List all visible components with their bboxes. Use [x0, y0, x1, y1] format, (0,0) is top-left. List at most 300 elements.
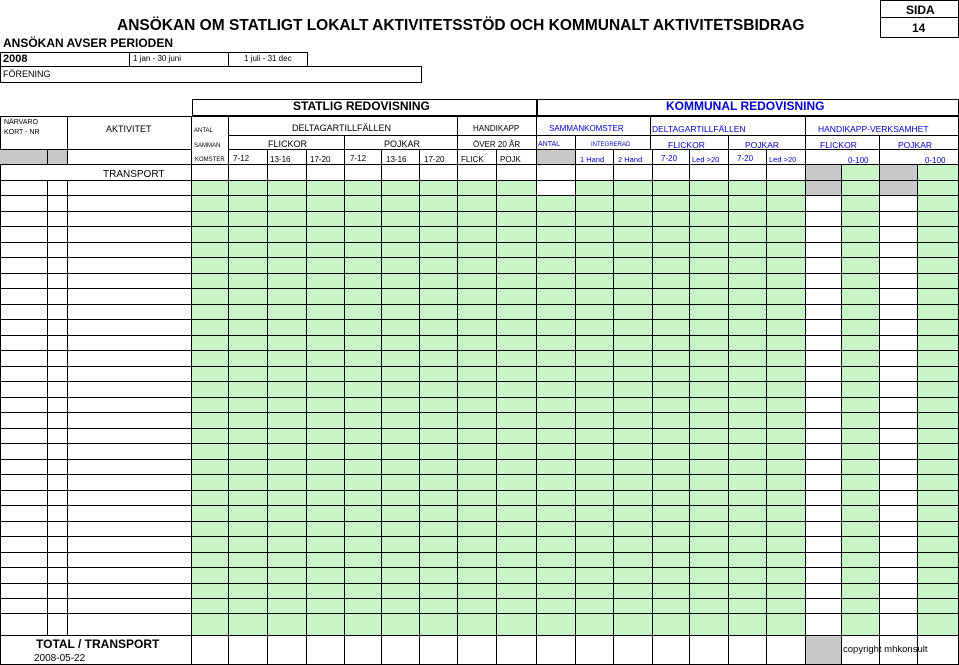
form-cell[interactable] [48, 382, 68, 398]
form-cell[interactable] [268, 227, 307, 243]
form-cell[interactable] [653, 351, 690, 367]
form-cell[interactable] [458, 227, 497, 243]
transport-value-cell[interactable] [497, 165, 537, 181]
form-cell[interactable] [880, 568, 918, 584]
transport-value-cell[interactable] [614, 165, 653, 181]
form-cell[interactable] [806, 336, 842, 351]
form-cell[interactable] [192, 568, 229, 584]
form-cell[interactable] [690, 289, 729, 305]
form-cell[interactable] [382, 599, 420, 614]
form-cell[interactable] [614, 212, 653, 227]
form-cell[interactable] [653, 522, 690, 537]
form-cell[interactable] [690, 274, 729, 289]
form-cell[interactable] [614, 181, 653, 196]
form-cell[interactable] [268, 506, 307, 522]
form-cell[interactable] [806, 351, 842, 367]
form-cell[interactable] [382, 491, 420, 506]
form-cell[interactable] [880, 413, 918, 429]
form-cell[interactable] [268, 351, 307, 367]
form-cell[interactable] [192, 506, 229, 522]
form-cell[interactable] [48, 320, 68, 336]
forening-field[interactable] [0, 66, 422, 83]
form-cell[interactable] [68, 196, 192, 212]
form-cell[interactable] [382, 506, 420, 522]
form-cell[interactable] [307, 181, 345, 196]
form-cell[interactable] [918, 367, 959, 382]
transport-value-cell[interactable] [229, 165, 268, 181]
form-cell[interactable] [68, 444, 192, 460]
form-cell[interactable] [918, 460, 959, 475]
form-cell[interactable] [918, 305, 959, 320]
form-cell[interactable] [918, 568, 959, 584]
form-cell[interactable] [68, 491, 192, 506]
form-cell[interactable] [537, 305, 576, 320]
form-cell[interactable] [345, 351, 382, 367]
form-cell[interactable] [420, 429, 458, 444]
form-cell[interactable] [880, 553, 918, 568]
form-cell[interactable] [68, 584, 192, 599]
form-cell[interactable] [0, 274, 48, 289]
form-cell[interactable] [576, 227, 614, 243]
form-cell[interactable] [307, 196, 345, 212]
form-cell[interactable] [48, 258, 68, 274]
form-cell[interactable] [192, 212, 229, 227]
form-cell[interactable] [307, 475, 345, 491]
form-cell[interactable] [653, 398, 690, 413]
form-cell[interactable] [767, 212, 806, 227]
form-cell[interactable] [307, 537, 345, 553]
form-cell[interactable] [382, 367, 420, 382]
form-cell[interactable] [307, 289, 345, 305]
form-cell[interactable] [767, 336, 806, 351]
form-cell[interactable] [842, 289, 880, 305]
form-cell[interactable] [537, 258, 576, 274]
aktivitet-sub-cell[interactable] [68, 150, 192, 165]
form-cell[interactable] [420, 382, 458, 398]
form-cell[interactable] [653, 212, 690, 227]
total-value-cell[interactable] [458, 636, 497, 665]
form-cell[interactable] [420, 274, 458, 289]
total-value-cell[interactable] [729, 636, 767, 665]
form-cell[interactable] [767, 382, 806, 398]
form-cell[interactable] [68, 212, 192, 227]
form-cell[interactable] [268, 584, 307, 599]
form-cell[interactable] [537, 444, 576, 460]
form-cell[interactable] [537, 367, 576, 382]
form-cell[interactable] [690, 382, 729, 398]
form-cell[interactable] [307, 522, 345, 537]
form-cell[interactable] [880, 506, 918, 522]
form-cell[interactable] [268, 274, 307, 289]
form-cell[interactable] [229, 522, 268, 537]
form-cell[interactable] [307, 584, 345, 599]
form-cell[interactable] [653, 227, 690, 243]
form-cell[interactable] [192, 181, 229, 196]
form-cell[interactable] [268, 382, 307, 398]
form-cell[interactable] [918, 336, 959, 351]
form-cell[interactable] [0, 506, 48, 522]
form-cell[interactable] [767, 568, 806, 584]
form-cell[interactable] [0, 444, 48, 460]
form-cell[interactable] [576, 522, 614, 537]
form-cell[interactable] [68, 351, 192, 367]
form-cell[interactable] [690, 599, 729, 614]
form-cell[interactable] [537, 212, 576, 227]
form-cell[interactable] [229, 196, 268, 212]
form-cell[interactable] [458, 274, 497, 289]
form-cell[interactable] [842, 320, 880, 336]
form-cell[interactable] [880, 475, 918, 491]
form-cell[interactable] [729, 196, 767, 212]
form-cell[interactable] [192, 382, 229, 398]
form-cell[interactable] [497, 196, 537, 212]
form-cell[interactable] [68, 522, 192, 537]
form-cell[interactable] [458, 351, 497, 367]
form-cell[interactable] [458, 382, 497, 398]
form-cell[interactable] [458, 553, 497, 568]
form-cell[interactable] [690, 212, 729, 227]
form-cell[interactable] [537, 522, 576, 537]
form-cell[interactable] [918, 181, 959, 196]
form-cell[interactable] [806, 553, 842, 568]
form-cell[interactable] [806, 398, 842, 413]
form-cell[interactable] [307, 491, 345, 506]
form-cell[interactable] [382, 336, 420, 351]
form-cell[interactable] [382, 413, 420, 429]
form-cell[interactable] [420, 398, 458, 413]
transport-value-cell[interactable] [653, 165, 690, 181]
form-cell[interactable] [729, 444, 767, 460]
form-cell[interactable] [345, 196, 382, 212]
form-cell[interactable] [48, 289, 68, 305]
form-cell[interactable] [420, 367, 458, 382]
form-cell[interactable] [345, 305, 382, 320]
form-cell[interactable] [767, 243, 806, 258]
form-cell[interactable] [614, 351, 653, 367]
form-cell[interactable] [537, 382, 576, 398]
form-cell[interactable] [420, 413, 458, 429]
form-cell[interactable] [653, 289, 690, 305]
form-cell[interactable] [268, 196, 307, 212]
form-cell[interactable] [690, 320, 729, 336]
form-cell[interactable] [880, 599, 918, 614]
form-cell[interactable] [0, 351, 48, 367]
form-cell[interactable] [653, 367, 690, 382]
form-cell[interactable] [806, 243, 842, 258]
form-cell[interactable] [690, 258, 729, 274]
form-cell[interactable] [48, 429, 68, 444]
form-cell[interactable] [458, 429, 497, 444]
form-cell[interactable] [382, 382, 420, 398]
form-cell[interactable] [653, 305, 690, 320]
form-cell[interactable] [420, 351, 458, 367]
form-cell[interactable] [192, 599, 229, 614]
form-cell[interactable] [229, 382, 268, 398]
form-cell[interactable] [729, 258, 767, 274]
form-cell[interactable] [48, 568, 68, 584]
form-cell[interactable] [842, 429, 880, 444]
form-cell[interactable] [729, 351, 767, 367]
form-cell[interactable] [229, 258, 268, 274]
form-cell[interactable] [576, 243, 614, 258]
form-cell[interactable] [192, 274, 229, 289]
form-cell[interactable] [48, 475, 68, 491]
form-cell[interactable] [614, 553, 653, 568]
form-cell[interactable] [48, 506, 68, 522]
form-cell[interactable] [307, 382, 345, 398]
form-cell[interactable] [307, 553, 345, 568]
form-cell[interactable] [458, 537, 497, 553]
form-cell[interactable] [729, 491, 767, 506]
form-cell[interactable] [918, 522, 959, 537]
form-cell[interactable] [497, 506, 537, 522]
form-cell[interactable] [918, 444, 959, 460]
form-cell[interactable] [192, 614, 229, 636]
form-cell[interactable] [497, 398, 537, 413]
form-cell[interactable] [806, 305, 842, 320]
transport-value-cell[interactable] [192, 165, 229, 181]
transport-value-cell[interactable] [345, 165, 382, 181]
form-cell[interactable] [497, 537, 537, 553]
form-cell[interactable] [268, 243, 307, 258]
form-cell[interactable] [0, 367, 48, 382]
form-cell[interactable] [68, 398, 192, 413]
form-cell[interactable] [458, 475, 497, 491]
form-cell[interactable] [268, 305, 307, 320]
form-cell[interactable] [806, 258, 842, 274]
total-value-cell[interactable] [382, 636, 420, 665]
form-cell[interactable] [0, 429, 48, 444]
form-cell[interactable] [880, 227, 918, 243]
form-cell[interactable] [268, 320, 307, 336]
form-cell[interactable] [268, 553, 307, 568]
form-cell[interactable] [497, 274, 537, 289]
form-cell[interactable] [420, 196, 458, 212]
form-cell[interactable] [842, 522, 880, 537]
form-cell[interactable] [880, 243, 918, 258]
form-cell[interactable] [192, 227, 229, 243]
form-cell[interactable] [0, 196, 48, 212]
form-cell[interactable] [614, 382, 653, 398]
form-cell[interactable] [68, 320, 192, 336]
form-cell[interactable] [767, 196, 806, 212]
form-cell[interactable] [880, 537, 918, 553]
form-cell[interactable] [345, 614, 382, 636]
form-cell[interactable] [729, 289, 767, 305]
form-cell[interactable] [537, 320, 576, 336]
form-cell[interactable] [653, 243, 690, 258]
form-cell[interactable] [345, 429, 382, 444]
form-cell[interactable] [653, 196, 690, 212]
form-cell[interactable] [537, 181, 576, 196]
form-cell[interactable] [918, 413, 959, 429]
form-cell[interactable] [192, 320, 229, 336]
form-cell[interactable] [48, 584, 68, 599]
form-cell[interactable] [229, 553, 268, 568]
form-cell[interactable] [420, 181, 458, 196]
form-cell[interactable] [880, 522, 918, 537]
form-cell[interactable] [918, 506, 959, 522]
form-cell[interactable] [653, 475, 690, 491]
total-value-cell[interactable] [345, 636, 382, 665]
form-cell[interactable] [576, 258, 614, 274]
form-cell[interactable] [345, 212, 382, 227]
form-cell[interactable] [614, 506, 653, 522]
form-cell[interactable] [420, 444, 458, 460]
form-cell[interactable] [458, 599, 497, 614]
form-cell[interactable] [345, 398, 382, 413]
form-cell[interactable] [345, 491, 382, 506]
form-cell[interactable] [806, 522, 842, 537]
form-cell[interactable] [729, 413, 767, 429]
transport-value-cell[interactable] [458, 165, 497, 181]
form-cell[interactable] [653, 553, 690, 568]
form-cell[interactable] [345, 568, 382, 584]
form-cell[interactable] [767, 413, 806, 429]
form-cell[interactable] [497, 243, 537, 258]
form-cell[interactable] [537, 599, 576, 614]
form-cell[interactable] [806, 444, 842, 460]
form-cell[interactable] [192, 522, 229, 537]
form-cell[interactable] [458, 491, 497, 506]
form-cell[interactable] [806, 568, 842, 584]
form-cell[interactable] [880, 336, 918, 351]
total-value-cell[interactable] [767, 636, 806, 665]
form-cell[interactable] [48, 243, 68, 258]
transport-value-cell[interactable] [576, 165, 614, 181]
form-cell[interactable] [729, 599, 767, 614]
form-cell[interactable] [806, 367, 842, 382]
form-cell[interactable] [767, 289, 806, 305]
form-cell[interactable] [767, 320, 806, 336]
form-cell[interactable] [576, 413, 614, 429]
form-cell[interactable] [842, 181, 880, 196]
form-cell[interactable] [420, 227, 458, 243]
form-cell[interactable] [307, 429, 345, 444]
form-cell[interactable] [842, 537, 880, 553]
total-value-cell[interactable] [537, 636, 576, 665]
form-cell[interactable] [420, 475, 458, 491]
form-cell[interactable] [497, 351, 537, 367]
form-cell[interactable] [842, 599, 880, 614]
form-cell[interactable] [229, 568, 268, 584]
form-cell[interactable] [842, 243, 880, 258]
form-cell[interactable] [192, 429, 229, 444]
form-cell[interactable] [806, 382, 842, 398]
form-cell[interactable] [420, 243, 458, 258]
form-cell[interactable] [68, 553, 192, 568]
total-value-cell[interactable] [307, 636, 345, 665]
form-cell[interactable] [653, 181, 690, 196]
form-cell[interactable] [653, 491, 690, 506]
transport-value-cell[interactable] [918, 165, 959, 181]
form-cell[interactable] [690, 351, 729, 367]
form-cell[interactable] [345, 460, 382, 475]
form-cell[interactable] [382, 444, 420, 460]
form-cell[interactable] [576, 599, 614, 614]
form-cell[interactable] [614, 336, 653, 351]
form-cell[interactable] [268, 258, 307, 274]
form-cell[interactable] [420, 506, 458, 522]
form-cell[interactable] [68, 274, 192, 289]
form-cell[interactable] [268, 568, 307, 584]
form-cell[interactable] [229, 367, 268, 382]
form-cell[interactable] [767, 398, 806, 413]
form-cell[interactable] [767, 351, 806, 367]
form-cell[interactable] [690, 614, 729, 636]
form-cell[interactable] [806, 196, 842, 212]
form-cell[interactable] [880, 584, 918, 599]
form-cell[interactable] [576, 289, 614, 305]
form-cell[interactable] [918, 599, 959, 614]
form-cell[interactable] [806, 506, 842, 522]
form-cell[interactable] [690, 444, 729, 460]
form-cell[interactable] [806, 212, 842, 227]
form-cell[interactable] [497, 320, 537, 336]
form-cell[interactable] [382, 537, 420, 553]
form-cell[interactable] [192, 444, 229, 460]
form-cell[interactable] [458, 243, 497, 258]
form-cell[interactable] [382, 243, 420, 258]
form-cell[interactable] [345, 289, 382, 305]
form-cell[interactable] [48, 196, 68, 212]
form-cell[interactable] [690, 460, 729, 475]
form-cell[interactable] [653, 320, 690, 336]
form-cell[interactable] [729, 522, 767, 537]
form-cell[interactable] [767, 274, 806, 289]
form-cell[interactable] [729, 460, 767, 475]
form-cell[interactable] [68, 243, 192, 258]
form-cell[interactable] [229, 537, 268, 553]
form-cell[interactable] [382, 196, 420, 212]
form-cell[interactable] [806, 475, 842, 491]
form-cell[interactable] [229, 336, 268, 351]
form-cell[interactable] [842, 351, 880, 367]
form-cell[interactable] [68, 413, 192, 429]
form-cell[interactable] [537, 491, 576, 506]
form-cell[interactable] [918, 258, 959, 274]
form-cell[interactable] [497, 491, 537, 506]
form-cell[interactable] [268, 537, 307, 553]
form-cell[interactable] [576, 367, 614, 382]
form-cell[interactable] [690, 367, 729, 382]
form-cell[interactable] [48, 351, 68, 367]
form-cell[interactable] [614, 568, 653, 584]
form-cell[interactable] [918, 491, 959, 506]
form-cell[interactable] [0, 398, 48, 413]
form-cell[interactable] [918, 382, 959, 398]
form-cell[interactable] [497, 181, 537, 196]
form-cell[interactable] [48, 181, 68, 196]
form-cell[interactable] [229, 305, 268, 320]
form-cell[interactable] [420, 537, 458, 553]
form-cell[interactable] [307, 243, 345, 258]
form-cell[interactable] [576, 320, 614, 336]
form-cell[interactable] [0, 475, 48, 491]
form-cell[interactable] [48, 460, 68, 475]
form-cell[interactable] [48, 227, 68, 243]
form-cell[interactable] [729, 537, 767, 553]
form-cell[interactable] [614, 429, 653, 444]
form-cell[interactable] [690, 491, 729, 506]
form-cell[interactable] [68, 475, 192, 491]
form-cell[interactable] [614, 413, 653, 429]
form-cell[interactable] [729, 320, 767, 336]
form-cell[interactable] [382, 398, 420, 413]
form-cell[interactable] [420, 336, 458, 351]
form-cell[interactable] [268, 398, 307, 413]
form-cell[interactable] [729, 367, 767, 382]
